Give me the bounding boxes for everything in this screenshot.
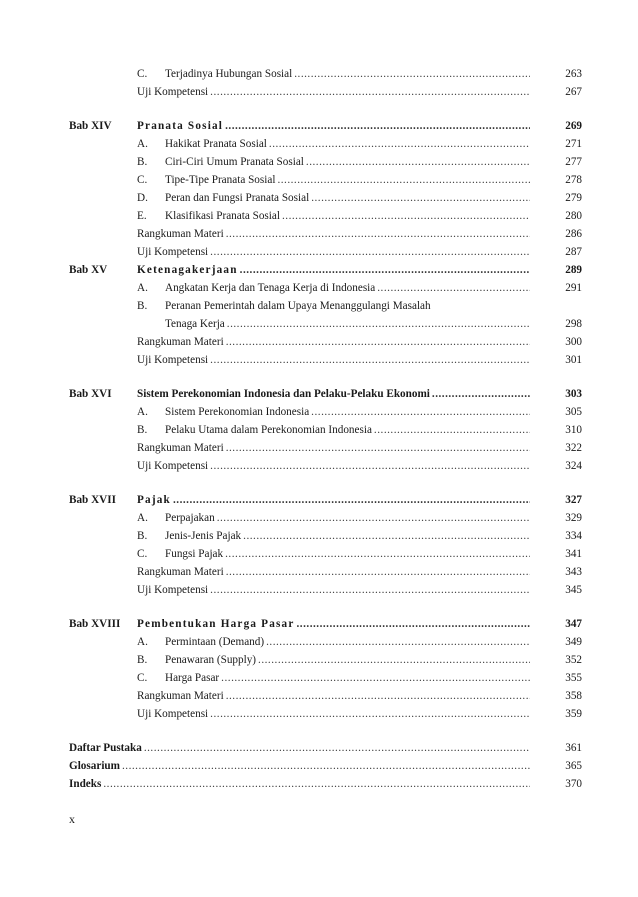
page-number: 278 <box>565 174 582 186</box>
entry-title: Uji Kompetensi <box>137 354 209 366</box>
entry-title: Tenaga Kerja <box>165 318 225 330</box>
toc-entry[interactable] <box>137 153 582 171</box>
chapter-title: Pajak <box>137 494 171 506</box>
dot-leader <box>227 315 530 333</box>
page-number: 279 <box>565 192 582 204</box>
toc-entry[interactable] <box>137 527 582 545</box>
entry-title: Angkatan Kerja dan Tenaga Kerja di Indonesia <box>165 282 376 294</box>
dot-leader <box>210 83 530 101</box>
dot-leader <box>294 65 530 83</box>
page-number: 301 <box>565 354 582 366</box>
page-number: 345 <box>565 584 582 596</box>
toc-entry[interactable] <box>137 633 582 651</box>
page-number: 361 <box>565 742 582 754</box>
chapter-title: Pembentukan Harga Pasar <box>137 618 295 630</box>
entry-title: Uji Kompetensi <box>137 246 209 258</box>
toc-entry[interactable] <box>137 83 582 101</box>
entry-title: Permintaan (Demand) <box>165 636 265 648</box>
toc-entry[interactable] <box>137 279 582 297</box>
entry-title: Jenis-Jenis Pajak <box>165 530 242 542</box>
dot-leader <box>243 527 530 545</box>
page-number: 352 <box>565 654 582 666</box>
page-number: 269 <box>565 120 582 132</box>
dot-leader <box>210 457 530 475</box>
page-number: 343 <box>565 566 582 578</box>
toc-entry[interactable] <box>137 421 582 439</box>
toc-entry[interactable] <box>137 669 582 687</box>
entry-title: Uji Kompetensi <box>137 584 209 596</box>
dot-leader <box>225 545 530 563</box>
dot-leader <box>221 669 530 687</box>
page-number: 303 <box>565 388 582 400</box>
dot-leader <box>374 421 530 439</box>
toc-entry[interactable] <box>137 189 582 207</box>
chapter-heading[interactable] <box>137 117 582 135</box>
dot-leader <box>258 651 530 669</box>
entry-letter: A. <box>137 406 148 418</box>
chapter-heading[interactable] <box>137 385 582 403</box>
page-number: 263 <box>565 68 582 80</box>
entry-letter: C. <box>137 174 148 186</box>
entry-title: Ciri-Ciri Umum Pranata Sosial <box>165 156 304 168</box>
chapter-heading[interactable] <box>137 615 582 633</box>
toc-entry[interactable] <box>137 581 582 599</box>
dot-leader <box>210 705 530 723</box>
entry-title: Pelaku Utama dalam Perekonomian Indonesia <box>165 424 372 436</box>
toc-entry[interactable] <box>137 509 582 527</box>
page-number: 341 <box>565 548 582 560</box>
chapter-label: Bab XV <box>69 264 108 276</box>
entry-title: Perpajakan <box>165 512 215 524</box>
chapter-label: Bab XIV <box>69 120 112 132</box>
dot-leader <box>240 261 530 279</box>
entry-title: Hakikat Pranata Sosial <box>165 138 267 150</box>
toc-entry[interactable] <box>137 333 582 351</box>
toc-entry[interactable] <box>137 687 582 705</box>
entry-letter: C. <box>137 68 148 80</box>
chapter-heading[interactable] <box>137 491 582 509</box>
page-number: 310 <box>565 424 582 436</box>
entry-letter: B. <box>137 156 148 168</box>
dot-leader <box>311 189 530 207</box>
entry-title: Tipe-Tipe Pranata Sosial <box>165 174 276 186</box>
entry-title: Glosarium <box>69 760 120 772</box>
toc-entry[interactable] <box>137 65 582 83</box>
entry-title: Klasifikasi Pranata Sosial <box>165 210 280 222</box>
page-number: 267 <box>565 86 582 98</box>
chapter-heading[interactable] <box>137 261 582 279</box>
page-number: 271 <box>565 138 582 150</box>
entry-title: Rangkuman Materi <box>137 228 224 240</box>
page-number: 298 <box>565 318 582 330</box>
dot-leader <box>266 633 530 651</box>
entry-title: Indeks <box>69 778 102 790</box>
entry-letter: B. <box>137 300 148 312</box>
page-number: 291 <box>565 282 582 294</box>
dot-leader <box>226 439 530 457</box>
dot-leader <box>269 135 530 153</box>
dot-leader <box>217 509 530 527</box>
toc-entry[interactable] <box>137 563 582 581</box>
dot-leader <box>226 563 530 581</box>
entry-title: Uji Kompetensi <box>137 708 209 720</box>
dot-leader <box>306 153 530 171</box>
chapter-label: Bab XVI <box>69 388 112 400</box>
page-number: 329 <box>565 512 582 524</box>
page-number: 305 <box>565 406 582 418</box>
dot-leader <box>432 385 530 403</box>
entry-title: Uji Kompetensi <box>137 460 209 472</box>
entry-letter: A. <box>137 636 148 648</box>
entry-letter: A. <box>137 138 148 150</box>
dot-leader <box>173 491 530 509</box>
entry-letter: B. <box>137 424 148 436</box>
page-number: 287 <box>565 246 582 258</box>
entry-letter: B. <box>137 530 148 542</box>
toc-entry[interactable] <box>137 297 530 315</box>
toc-entry[interactable] <box>137 545 582 563</box>
toc-entry[interactable] <box>137 171 582 189</box>
dot-leader <box>297 615 531 633</box>
page-number: 334 <box>565 530 582 542</box>
entry-title: Terjadinya Hubungan Sosial <box>165 68 293 80</box>
entry-title: Rangkuman Materi <box>137 442 224 454</box>
dot-leader <box>210 243 530 261</box>
toc-entry[interactable] <box>137 135 582 153</box>
dot-leader <box>311 403 530 421</box>
page-number: 347 <box>565 618 582 630</box>
toc-entry[interactable] <box>137 457 582 475</box>
chapter-title: Ketenagakerjaan <box>137 264 238 276</box>
dot-leader <box>226 687 530 705</box>
page-number: 289 <box>565 264 582 276</box>
entry-title: Harga Pasar <box>165 672 220 684</box>
page-number: 300 <box>565 336 582 348</box>
chapter-title: Pranata Sosial <box>137 120 224 132</box>
toc-entry[interactable] <box>137 225 582 243</box>
entry-title: Rangkuman Materi <box>137 336 224 348</box>
page-number: 280 <box>565 210 582 222</box>
toc-entry-continuation[interactable] <box>165 315 582 333</box>
page-number: 365 <box>565 760 582 772</box>
entry-title: Fungsi Pajak <box>165 548 224 560</box>
entry-title: Rangkuman Materi <box>137 690 224 702</box>
chapter-label: Bab XVII <box>69 494 116 506</box>
entry-title: Sistem Perekonomian Indonesia <box>165 406 310 418</box>
dot-leader <box>226 333 530 351</box>
entry-letter: A. <box>137 282 148 294</box>
entry-title: Peran dan Fungsi Pranata Sosial <box>165 192 310 204</box>
toc-entry[interactable] <box>137 651 582 669</box>
dot-leader <box>226 225 530 243</box>
entry-title: Rangkuman Materi <box>137 566 224 578</box>
chapter-label: Bab XVIII <box>69 618 121 630</box>
dot-leader <box>210 581 530 599</box>
entry-title: Uji Kompetensi <box>137 86 209 98</box>
dot-leader <box>377 279 530 297</box>
page-number: 349 <box>565 636 582 648</box>
page-folio: x <box>69 812 75 826</box>
dot-leader <box>282 207 530 225</box>
page-number: 370 <box>565 778 582 790</box>
dot-leader <box>225 117 530 135</box>
entry-letter: A. <box>137 512 148 524</box>
page-number: 322 <box>565 442 582 454</box>
toc-backmatter-entry[interactable] <box>69 757 582 775</box>
page-number: 355 <box>565 672 582 684</box>
dot-leader <box>103 775 530 793</box>
dot-leader <box>144 739 530 757</box>
dot-leader <box>122 757 530 775</box>
chapter-title: Sistem Perekonomian Indonesia dan Pelaku-Pelaku Ekonomi <box>137 388 430 400</box>
page-number: 359 <box>565 708 582 720</box>
toc-entry[interactable] <box>137 243 582 261</box>
entry-title: Penawaran (Supply) <box>165 654 257 666</box>
entry-letter: C. <box>137 548 148 560</box>
toc-entry[interactable] <box>137 403 582 421</box>
toc-backmatter-entry[interactable] <box>69 775 582 793</box>
toc-backmatter-entry[interactable] <box>69 739 582 757</box>
entry-title: Daftar Pustaka <box>69 742 142 754</box>
page-number: 277 <box>565 156 582 168</box>
toc-entry[interactable] <box>137 351 582 369</box>
entry-letter: D. <box>137 192 148 204</box>
page-number: 286 <box>565 228 582 240</box>
entry-title: Peranan Pemerintah dalam Upaya Menanggulangi Masalah <box>165 300 431 312</box>
page-number: 358 <box>565 690 582 702</box>
dot-leader <box>277 171 530 189</box>
entry-letter: B. <box>137 654 148 666</box>
page-number: 327 <box>565 494 582 506</box>
toc-entry[interactable] <box>137 439 582 457</box>
toc-entry[interactable] <box>137 207 582 225</box>
dot-leader <box>210 351 530 369</box>
page-number: 324 <box>565 460 582 472</box>
entry-letter: C. <box>137 672 148 684</box>
toc-entry[interactable] <box>137 705 582 723</box>
entry-letter: E. <box>137 210 147 222</box>
